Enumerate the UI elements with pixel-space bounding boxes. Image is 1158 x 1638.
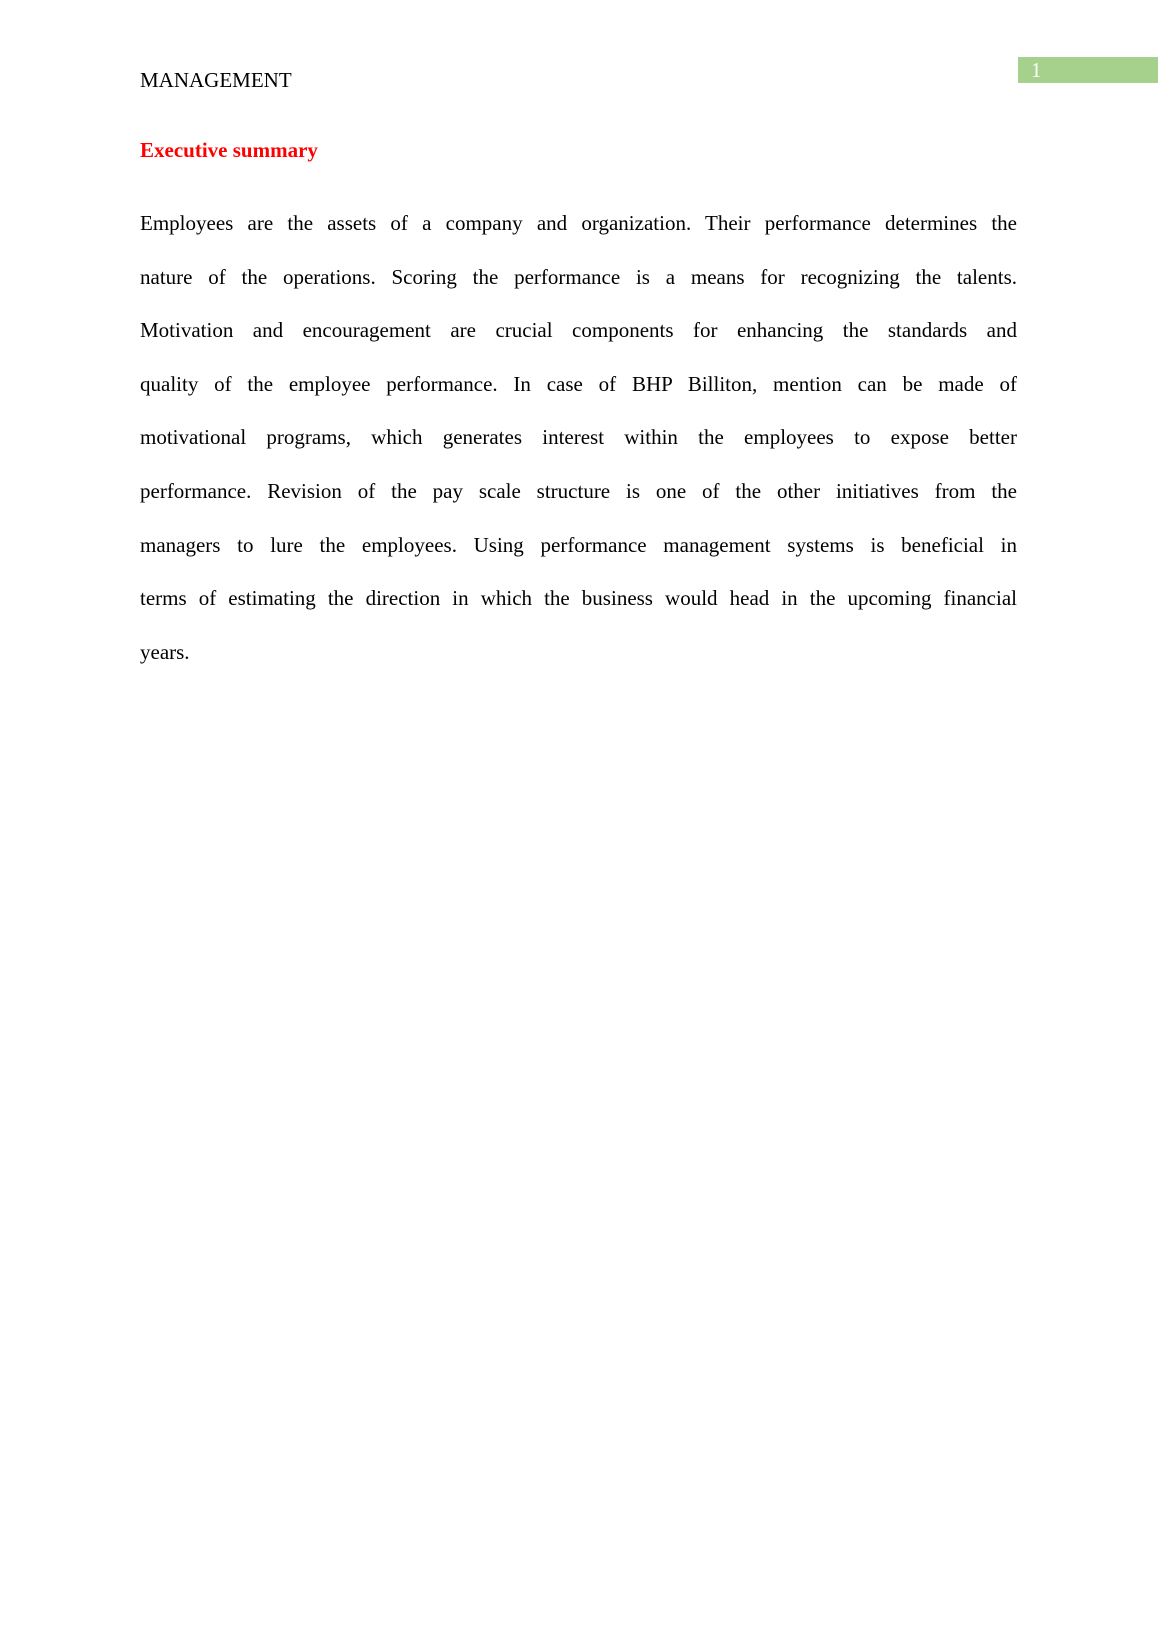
page-number-box [1018,57,1158,83]
paragraph-line: Motivation and encouragement are crucial components for enhancing the standards and [140,318,1017,343]
page-number: 1 [1031,58,1042,82]
section-title: Executive summary [140,138,318,162]
body-paragraph [140,208,1017,690]
paragraph-line: managers to lure the employees. Using performance management systems is beneficial in [140,532,1017,557]
paragraph-line: motivational programs, which generates interest within the employees to expose better [140,425,1017,450]
paragraph-line: performance. Revision of the pay scale structure is one of the other initiatives from the [140,478,1017,503]
paragraph-line: terms of estimating the direction in which the business would head in the upcoming financial [140,586,1017,611]
running-head: MANAGEMENT [140,68,292,92]
paragraph-line: quality of the employee performance. In case of BHP Billiton, mention can be made of [140,371,1017,396]
paragraph-line: nature of the operations. Scoring the performance is a means for recognizing the talents. [140,264,1017,289]
paragraph-line: Employees are the assets of a company and organization. Their performance determines the [140,211,1017,235]
paragraph-line: years. [140,639,190,664]
